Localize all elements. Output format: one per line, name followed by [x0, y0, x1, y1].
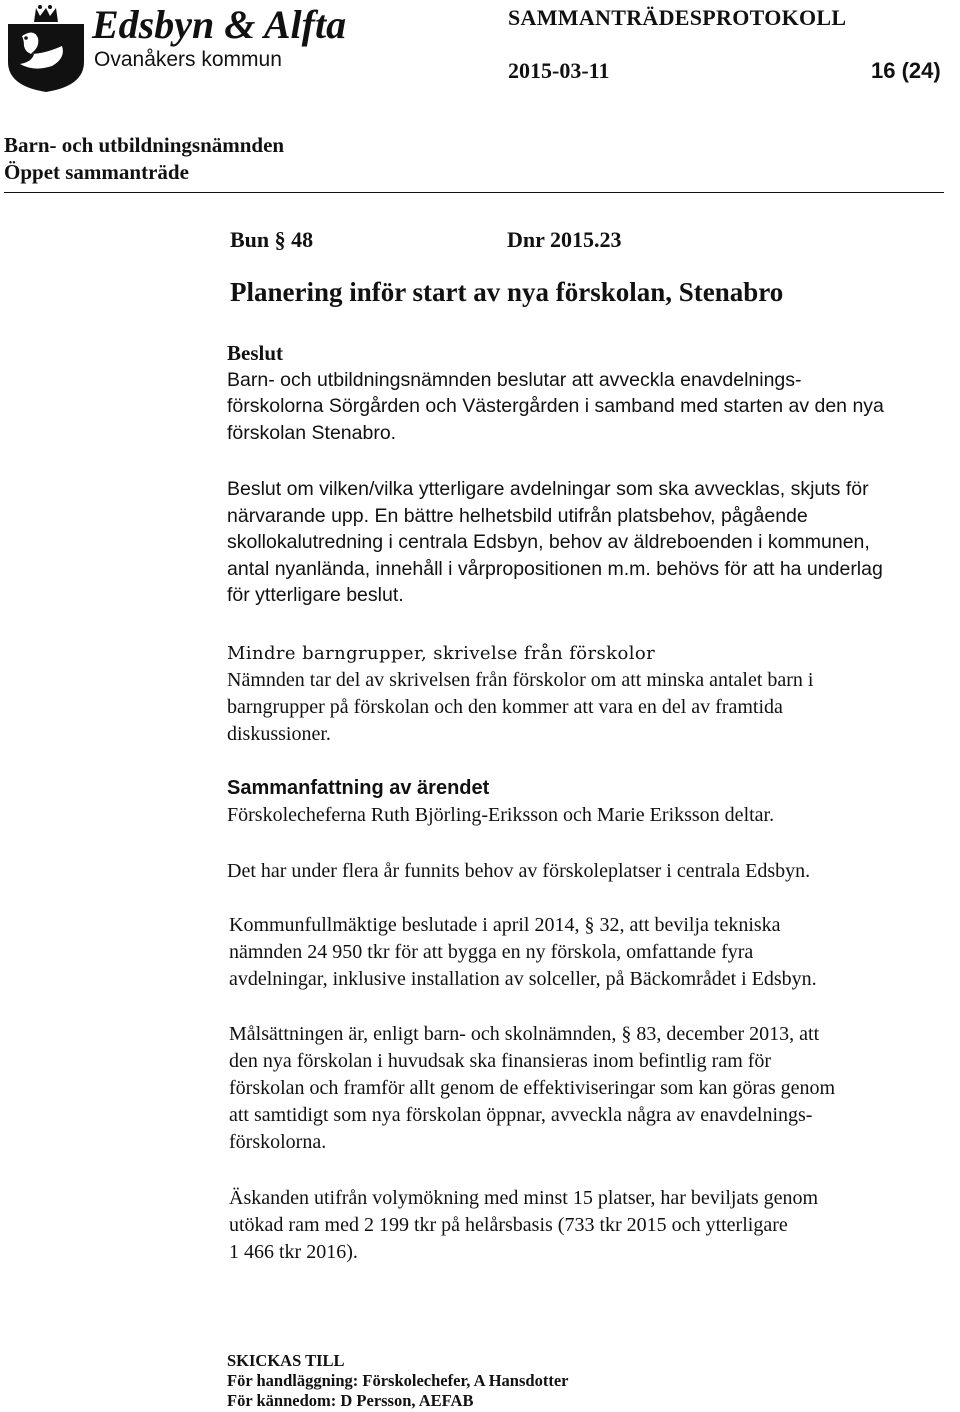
distribution-heading: SKICKAS TILL: [227, 1351, 345, 1370]
group-size-line: diskussioner.: [227, 723, 331, 745]
further-decision-line: antal nyanlända, innehåll i vårpropositionen m.m. behövs för att ha underlag: [227, 557, 883, 580]
council-decision-paragraph: [229, 912, 949, 993]
council-decision-line: Kommunfullmäktige beslutade i april 2014, § 32, att bevilja tekniska: [229, 914, 781, 936]
budget-request-paragraph: [229, 1185, 949, 1266]
summary-section: [227, 775, 947, 829]
case-number: Bun § 48: [230, 227, 314, 252]
objective-paragraph: [229, 1021, 949, 1156]
need-paragraph: [227, 858, 947, 885]
logo-wordmark: Edsbyn & Alfta: [92, 2, 347, 47]
budget-request-line: utökad ram med 2 199 tkr på helårsbasis (733 tkr 2015 och ytterligare: [229, 1214, 788, 1236]
distribution-information: För kännedom: D Persson, AEFAB: [227, 1391, 474, 1410]
summary-line: Förskolecheferna Ruth Björling-Eriksson och Marie Eriksson deltar.: [227, 804, 775, 826]
page-number: 16 (24): [871, 58, 941, 83]
group-size-section: [227, 640, 947, 748]
meeting-type: Öppet sammanträde: [4, 160, 189, 184]
decision-line: förskolan Stenabro.: [227, 421, 397, 444]
further-decision-section: [227, 476, 947, 609]
municipality-logo: [4, 2, 366, 92]
protocol-title: SAMMANTRÄDESPROTOKOLL: [508, 5, 847, 30]
decision-heading: Beslut: [227, 341, 284, 365]
group-size-line: barngrupper på förskolan och den kommer att vara en del av framtida: [227, 696, 783, 718]
council-decision-line: nämnden 24 950 tkr för att bygga en ny förskola, omfattande fyra: [229, 941, 754, 963]
logo-subtitle: Ovanåkers kommun: [94, 48, 282, 71]
decision-line: Barn- och utbildningsnämnden beslutar att avveckla enavdelnings-: [227, 368, 802, 391]
further-decision-line: närvarande upp. En bättre helhetsbild utifrån platsbehov, pågående: [227, 504, 808, 527]
summary-heading: Sammanfattning av ärendet: [227, 777, 490, 799]
decision-section: [227, 340, 947, 446]
item-title: Planering inför start av nya förskolan, Stenabro: [230, 277, 784, 307]
need-line: Det har under flera år funnits behov av förskoleplatser i centrala Edsbyn.: [227, 860, 811, 882]
budget-request-line: Äskanden utifrån volymökning med minst 15 platser, har beviljats genom: [229, 1187, 819, 1209]
header-divider: [4, 192, 944, 193]
objective-line: att samtidigt som nya förskolan öppnar, avveckla några av enavdelnings-: [229, 1104, 813, 1126]
group-size-heading: Mindre barngrupper, skrivelse från förskolor: [227, 643, 656, 664]
decision-line: förskolorna Sörgården och Västergården i samband med starten av den nya: [227, 395, 884, 417]
further-decision-line: för ytterligare beslut.: [227, 584, 404, 606]
group-size-line: Nämnden tar del av skrivelsen från förskolor om att minska antalet barn i: [227, 669, 814, 691]
swan-crown-emblem-icon: [4, 2, 366, 92]
objective-line: förskolan och framför allt genom de effektiviseringar som kan göras genom: [229, 1077, 836, 1099]
registration-number: Dnr 2015.23: [507, 227, 622, 252]
distribution-handling: För handläggning: Förskolechefer, A Hansdotter: [227, 1371, 569, 1390]
objective-line: Målsättningen är, enligt barn- och skolnämnden, § 83, december 2013, att: [229, 1023, 820, 1045]
distribution-list: [227, 1351, 568, 1411]
budget-request-line: 1 466 tkr 2016).: [229, 1241, 358, 1263]
further-decision-line: skollokalutredning i centrala Edsbyn, behov av äldreboenden i kommunen,: [227, 531, 870, 553]
council-decision-line: avdelningar, inklusive installation av solceller, på Bäckområdet i Edsbyn.: [229, 968, 817, 990]
objective-line: förskolorna.: [229, 1131, 327, 1153]
committee-name: Barn- och utbildningsnämnden: [4, 133, 285, 157]
objective-line: den nya förskolan i huvudsak ska finansieras inom befintlig ram för: [229, 1050, 772, 1072]
further-decision-line: Beslut om vilken/vilka ytterligare avdelningar som ska avvecklas, skjuts för: [227, 478, 869, 500]
meeting-date: 2015-03-11: [508, 58, 610, 83]
